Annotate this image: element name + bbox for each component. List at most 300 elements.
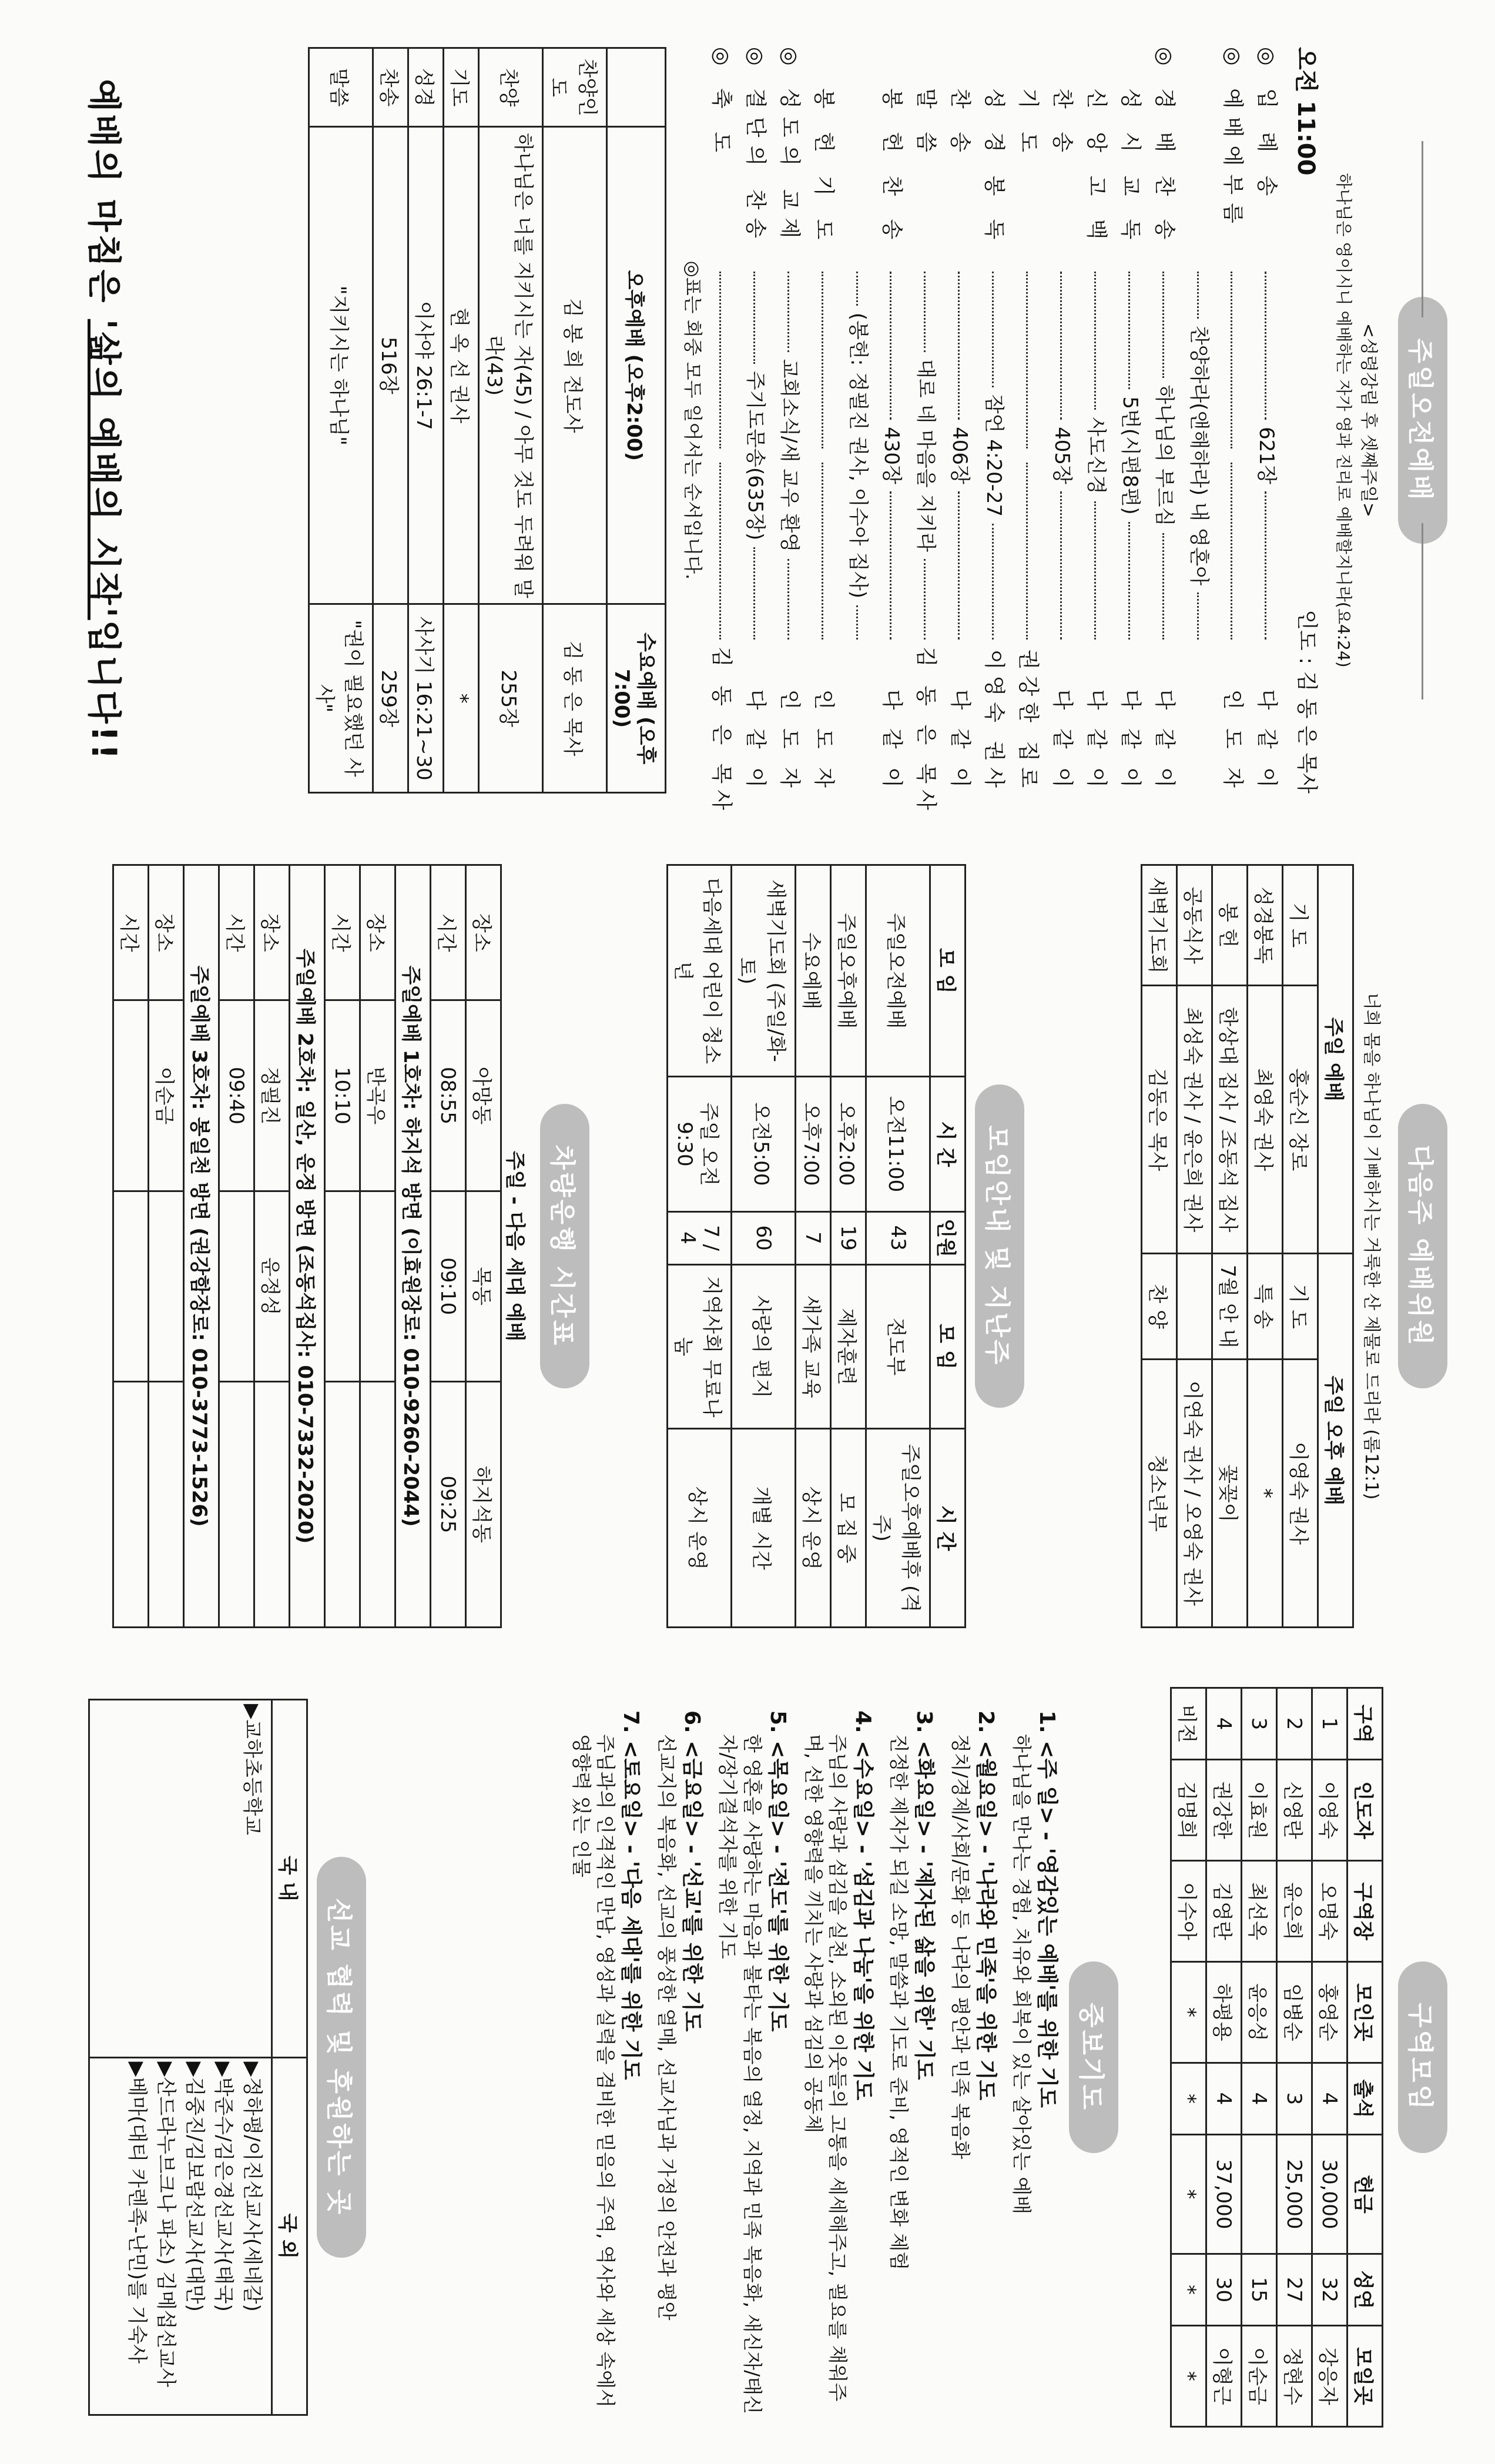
roles-cell: 청소년부 <box>1142 1359 1177 1627</box>
service-table-header <box>607 48 666 127</box>
service-table-row <box>479 48 543 793</box>
service-table-cell: 하나님은 너를 지키시는 자(45) / 아무 것도 두려워 말라(43) <box>479 127 543 604</box>
order-dots-left <box>719 272 721 448</box>
bus-row <box>113 865 149 1628</box>
service-table-cell: 259장 <box>373 604 408 793</box>
order-row <box>1151 47 1181 794</box>
service-table-header: 수요예배 (오후7:00) <box>607 604 666 793</box>
panel3-banner2-title: 중보기도 <box>1069 1961 1118 2153</box>
bus-row <box>466 865 501 1628</box>
order-name: 결단의 찬송 <box>743 88 767 247</box>
roles-cell: 한상대 집사 / 조동석 집사 <box>1212 986 1248 1254</box>
roles-cell: 이연숙 권사 / 오영숙 권사 <box>1177 1359 1212 1627</box>
order-detail: 사도신경 <box>1084 417 1108 494</box>
service-leader: 인도 : 김 동 은 목사 <box>1295 610 1319 794</box>
standing-note: ◎표는 회중 모두 일어서는 순서입니다. <box>682 260 704 580</box>
meeting-cell: 주일오후예배 <box>831 865 866 1077</box>
bus-cell <box>219 1381 254 1627</box>
order-dots-left <box>958 272 960 420</box>
order-detail: 하나님의 부르심 <box>1152 384 1176 527</box>
order-dots-right <box>958 491 960 640</box>
order-row <box>810 47 840 794</box>
prayer-body: 하나님을 만나는 경험, 치유와 회복이 있는 살아있는 예배 <box>1010 1734 1033 2215</box>
order-dots-right <box>719 463 721 640</box>
prayer-body: 주님의 사랑과 섬김을 실천, 소외된 이웃들의 고통을 세세해주고, 필요를 채워주며, 선한 영향력을 끼치는 사랑과 섬김의 공동체 <box>802 1734 850 2402</box>
order-dots-left <box>1231 272 1232 448</box>
district-header: 구역 <box>1347 1688 1383 1760</box>
district-cell: 1 <box>1312 1688 1347 1760</box>
bus-row <box>360 865 395 1628</box>
order-dots-right <box>1231 463 1232 640</box>
district-cell: 이순금 <box>1242 2326 1277 2427</box>
roles-cell: 특 송 <box>1248 1254 1283 1360</box>
mission-domestic-item: ▶교하초등학교 <box>240 1704 264 1836</box>
roles-cell: 이영숙 권사 <box>1283 1359 1318 1627</box>
mission-foreign-list <box>89 2057 272 2415</box>
district-row <box>1277 1688 1312 2427</box>
district-cell: 최선옥 <box>1242 1861 1277 1962</box>
roles-row <box>1142 865 1177 1628</box>
service-table-cell: 이사야 26:1-7 <box>408 127 444 604</box>
roles-cell <box>1177 1254 1212 1360</box>
mission-foreign-item: ▶정하평/이진선교사(세네갈) <box>240 2061 264 2312</box>
mission-foreign-item: ▶베마(대티 카렌족-난민)를 기숙사 <box>125 2061 149 2364</box>
mission-foreign-item: ▶박준수/김은경선교사(태국) <box>212 2061 235 2312</box>
prayer-head: 6. <금요일> - '선교'를 위한 기도 <box>680 1710 705 2032</box>
district-cell: 4 <box>1206 2063 1242 2134</box>
bus-cell <box>219 1191 254 1381</box>
bus-cell: 08:55 <box>431 1000 466 1191</box>
district-row <box>1312 1688 1347 2427</box>
order-row <box>846 47 874 794</box>
order-dots-left <box>1265 272 1266 420</box>
bus-cell <box>325 1191 360 1381</box>
district-cell: 신영란 <box>1277 1760 1312 1861</box>
meeting-header: 인원 <box>930 1211 966 1264</box>
order-name: 경 배 찬 송 <box>1152 88 1176 248</box>
meeting-row <box>668 865 732 1628</box>
order-detail: 406장 <box>948 427 971 484</box>
order-name: 봉 헌 기 도 <box>812 88 836 248</box>
prayer-head: 4. <수요일> - '섬김과 나눔'을 위한 기도 <box>851 1710 876 2101</box>
district-cell: * <box>1171 2135 1206 2254</box>
order-detail: 430장 <box>880 427 903 484</box>
bus-cell: 10:10 <box>325 1000 360 1191</box>
meeting-table <box>666 864 966 1628</box>
bus-cell: 정필진 <box>254 1000 290 1191</box>
bus-cell <box>113 1000 149 1191</box>
subtitle: <성령강림 후 셋째주일> <box>1358 323 1379 518</box>
order-name: 성 경 봉 독 <box>982 88 1006 248</box>
service-table-header: 오후예배 (오후2:00) <box>607 127 666 604</box>
order-dots-right <box>924 559 926 640</box>
order-name: 축 도 <box>709 88 733 160</box>
order-dots-right <box>1197 592 1199 640</box>
order-dots-left <box>753 272 755 364</box>
order-leader: 다 같 이 <box>1050 689 1074 794</box>
order-dots-left <box>924 272 926 352</box>
bus-row <box>149 865 184 1628</box>
prayer-body: 정치/경제/사회/문화 등 나라의 평안과 민족 복음화 <box>948 1734 972 2160</box>
district-cell: 25,000 <box>1277 2135 1312 2254</box>
service-table-cell: 찬양 <box>479 48 543 127</box>
district-cell: * <box>1171 2254 1206 2325</box>
bus-cell: 시간 <box>113 865 149 1000</box>
bus-route-title: 주일예배 3호차: 봉일천 방면 (권강함장로: 010-3773-1526) <box>184 865 219 1628</box>
closing-message <box>82 24 132 817</box>
order-leader: 김 동 은 목사 <box>914 647 938 816</box>
service-table-cell: 사사기 16:21~30 <box>408 604 444 793</box>
order-leader: 권강한 집로 <box>1016 649 1040 794</box>
meeting-cell: 사랑의 편지 <box>732 1264 796 1429</box>
district-cell: 30 <box>1206 2254 1242 2325</box>
district-cell: 홍영순 <box>1312 1961 1347 2063</box>
closing-text-emph: '삶의 예배의 시작' <box>84 319 124 620</box>
meeting-row <box>796 865 831 1628</box>
bus-title: 주일 - 다음 세대 예배 <box>503 1150 527 1342</box>
prayer-item <box>716 1710 791 2416</box>
district-cell: 3 <box>1242 1688 1277 1760</box>
district-header: 모일곳 <box>1347 2326 1383 2427</box>
bus-route-title: 주일예배 1호차: 하지석 방면 (이효원장로: 010-9260-2044) <box>395 865 431 1628</box>
meeting-cell: 새벽기도회 (주일/화-토) <box>732 865 796 1077</box>
bus-cell <box>254 1381 290 1627</box>
panel2-banner2 <box>974 846 1025 1646</box>
roles-cell: 기 도 <box>1283 1254 1318 1360</box>
bus-cell: 장소 <box>149 865 184 1000</box>
order-row <box>708 47 738 816</box>
district-cell: 30,000 <box>1312 2135 1347 2254</box>
bus-row <box>431 865 466 1628</box>
order-mark: ◎ <box>709 47 733 66</box>
roles-cell: 김동은 목사 <box>1142 986 1177 1254</box>
district-header: 성연 <box>1347 2254 1383 2325</box>
order-name: 입 례 송 <box>1255 88 1279 205</box>
prayer-item <box>569 1710 645 2416</box>
meeting-header: 모 임 <box>930 865 966 1077</box>
order-row <box>879 47 909 794</box>
panel1-banner <box>1397 24 1448 817</box>
order-dots-right <box>1265 491 1266 640</box>
service-order-panel <box>24 24 1471 817</box>
meeting-cell: 7 <box>796 1211 831 1264</box>
meeting-cell: 지역사회 무료나눔 <box>668 1264 732 1429</box>
order-name: 성도의 교제 <box>777 88 802 247</box>
prayer-item <box>887 1710 937 2416</box>
meeting-cell: 상시 운영 <box>668 1429 732 1628</box>
order-detail: 대로 네 마음을 지키라 <box>914 359 937 553</box>
service-table-row <box>408 48 444 793</box>
worship-info-panel <box>24 846 1471 1646</box>
meeting-cell: 60 <box>732 1211 796 1264</box>
order-leader: 다 같 이 <box>1255 689 1279 794</box>
order-mark: ◎ <box>1255 47 1279 66</box>
panel2-banner3-title: 차량운행 시간표 <box>540 1104 589 1389</box>
order-mark: ◎ <box>1152 47 1176 66</box>
service-table-cell: 말씀 <box>309 48 373 127</box>
meeting-header: 모 임 <box>930 1264 966 1429</box>
order-detail: 621장 <box>1255 427 1278 484</box>
service-table-cell: * <box>444 604 479 793</box>
district-header: 출석 <box>1347 2063 1383 2134</box>
service-table-cell: 현 옥 선 권사 <box>444 127 479 604</box>
meeting-cell: 주일오후예배후 (격주) <box>866 1429 930 1628</box>
district-header: 헌금 <box>1347 2135 1383 2254</box>
meeting-row <box>831 865 866 1628</box>
prayer-body: 주님과의 인격적인 만남, 영성과 실력을 겸비한 믿음의 주역, 역사와 세상 속에서 영향력 있는 인물 <box>569 1734 617 2408</box>
meeting-cell: 오전11:00 <box>866 1077 930 1211</box>
service-table-cell: 김 봉 희 전도사 <box>543 127 607 604</box>
order-name: 찬 송 <box>1050 88 1074 160</box>
prayer-item <box>948 1710 999 2416</box>
order-leader: 인 도 자 <box>777 689 802 794</box>
meeting-row <box>732 865 796 1628</box>
bus-schedule-table <box>112 864 502 1628</box>
order-leader: 인 도 자 <box>812 689 836 794</box>
bus-cell: 장소 <box>466 865 501 1000</box>
order-dots-left <box>1060 272 1062 420</box>
prayer-head: 5. <목요일> - '전도'를 위한 기도 <box>765 1710 790 2032</box>
order-leader: 다 같 이 <box>743 689 767 794</box>
roles-cell: 봉 헌 <box>1212 865 1248 986</box>
prayer-head: 2. <월요일> - '나라와 민족'을 위한 기도 <box>973 1710 998 2101</box>
order-dots-right <box>1094 501 1096 640</box>
panel3-banner-title: 구역모임 <box>1398 1961 1447 2153</box>
district-cell: 이효원 <box>1242 1760 1277 1861</box>
bus-row <box>219 865 254 1628</box>
meeting-cell: 오후2:00 <box>831 1077 866 1211</box>
roles-cell: 성경봉독 <box>1248 865 1283 986</box>
order-dots-left <box>890 272 891 420</box>
roles-cell: 기 도 <box>1283 865 1318 986</box>
order-name: 신 앙 고 백 <box>1084 88 1108 248</box>
bus-cell: 장소 <box>360 865 395 1000</box>
service-table-cell: 김 동 은 목사 <box>543 604 607 793</box>
order-leader: 다 같 이 <box>1084 689 1108 794</box>
roles-cell: * <box>1248 1359 1283 1627</box>
order-leader: 김 동 은 목사 <box>709 647 733 816</box>
district-cell: 하평용 <box>1206 1961 1242 2063</box>
district-cell: 4 <box>1206 1688 1242 1760</box>
bus-cell: 09:40 <box>219 1000 254 1191</box>
meeting-header: 시 간 <box>930 1077 966 1211</box>
district-row <box>1206 1688 1242 2427</box>
order-row <box>913 47 943 816</box>
order-leader: 이영숙 권사 <box>982 649 1006 794</box>
district-cell: 2 <box>1277 1688 1312 1760</box>
meeting-cell: 모 집 중 <box>831 1429 866 1628</box>
meeting-cell: 19 <box>831 1211 866 1264</box>
prayer-head: 7. <토요일> - '다음 세대'를 위한 기도 <box>619 1710 643 2080</box>
service-table-cell: 255장 <box>479 604 543 793</box>
district-cell: 윤응성 <box>1242 1961 1277 2063</box>
mission-foreign-item: ▶김중진/김보람선교사(대만) <box>183 2061 206 2312</box>
order-detail: 잠언 4:20-27 <box>982 394 1005 517</box>
order-detail: 주기도문송(635장) <box>743 370 767 541</box>
bus-row <box>395 865 431 1628</box>
panel2-banner <box>1397 846 1448 1646</box>
meeting-cell: 오전5:00 <box>732 1077 796 1211</box>
order-detail: 5번(시편8편) <box>1118 396 1142 515</box>
bus-cell <box>149 1381 184 1627</box>
prayer-item <box>655 1710 705 2416</box>
bus-cell <box>360 1381 395 1627</box>
order-dots-right <box>1128 522 1130 640</box>
bus-cell: 시간 <box>431 865 466 1000</box>
bus-cell: 반곡우 <box>360 1000 395 1191</box>
meeting-cell: 주일 오전9:30 <box>668 1077 732 1211</box>
order-dots-left <box>1128 272 1130 389</box>
district-cell: 이형근 <box>1206 2326 1242 2427</box>
prayer-item <box>1010 1710 1060 2416</box>
district-row <box>1171 1688 1206 2427</box>
district-cell: 27 <box>1277 2254 1312 2325</box>
district-cell: 임병순 <box>1277 1961 1312 2063</box>
order-leader: 인 도 자 <box>1221 689 1245 794</box>
order-row <box>1219 47 1249 794</box>
panel3-banner <box>1397 1675 1448 2439</box>
roles-cell: 새벽기도회 <box>1142 865 1177 986</box>
district-cell: 32 <box>1312 2254 1347 2325</box>
order-name: 봉 헌 찬 송 <box>880 88 904 248</box>
meeting-cell: 개별 시간 <box>732 1429 796 1628</box>
prayer-item <box>802 1710 877 2416</box>
district-cell: 김영란 <box>1206 1861 1242 1962</box>
closing-text-b: 입니다!! <box>84 620 124 762</box>
roles-cell: 최성숙 권사 / 윤은희 권사 <box>1177 986 1212 1254</box>
service-table-cell: 찬양인도 <box>543 48 607 127</box>
banner-rule-left <box>1422 141 1423 317</box>
order-row <box>947 47 977 794</box>
service-table-cell: 516장 <box>373 127 408 604</box>
bus-row <box>184 865 219 1628</box>
order-dots-left <box>787 272 789 352</box>
meeting-cell: 다음세대 어린이 청소년 <box>668 865 732 1077</box>
bus-row <box>290 865 325 1628</box>
order-row <box>1049 47 1079 794</box>
bus-cell: 운정성 <box>254 1191 290 1381</box>
closing-text-a: 예배의 마침은 <box>84 79 124 319</box>
district-cell: 4 <box>1242 2063 1277 2134</box>
order-mark: ◎ <box>743 47 767 66</box>
service-table-cell: 성경 <box>408 48 444 127</box>
order-detail: 찬양하라(앤해하라) 내 영혼아 <box>1187 325 1211 586</box>
meeting-row <box>866 865 930 1628</box>
district-cell: 강응자 <box>1312 2326 1347 2427</box>
district-cell: 윤은희 <box>1277 1861 1312 1962</box>
prayer-body: 선교지의 복음화, 선교의 풍성한 열매, 선교사님과 가정의 안전과 평안 <box>655 1734 679 2321</box>
order-dots-right <box>890 491 891 640</box>
bus-row <box>254 865 290 1628</box>
roles-row <box>1248 865 1283 1628</box>
district-header: 인도자 <box>1347 1760 1383 1861</box>
order-dots-right <box>1026 463 1028 640</box>
order-detail: (봉헌: 정필진 권사, 이수아 집사) <box>846 312 870 599</box>
meeting-cell: 7 / 4 <box>668 1211 732 1264</box>
bus-cell: 아망동 <box>466 1000 501 1191</box>
order-name: 예배에부름 <box>1221 88 1245 232</box>
order-row <box>1083 47 1113 794</box>
prayer-body: 진정한 제자가 되길 소망, 말씀과 기도로 준비, 영적인 변화 체험 <box>887 1734 911 2271</box>
district-cell: 김명희 <box>1171 1760 1206 1861</box>
panel3-banner2 <box>1068 1675 1119 2439</box>
order-row <box>1117 47 1147 794</box>
bus-cell: 하지석동 <box>466 1381 501 1627</box>
bus-cell <box>325 1381 360 1627</box>
district-cell: * <box>1171 1961 1206 2063</box>
meeting-cell: 오후7:00 <box>796 1077 831 1211</box>
district-cell: 비전 <box>1171 1688 1206 1760</box>
service-table-cell: 찬송 <box>373 48 408 127</box>
service-table-row <box>309 48 373 793</box>
meeting-cell: 43 <box>866 1211 930 1264</box>
meeting-cell: 주일오전예배 <box>866 865 930 1077</box>
order-row <box>981 47 1011 794</box>
order-dots-left <box>856 272 858 306</box>
district-cell: 오명숙 <box>1312 1861 1347 1962</box>
order-dots-left <box>1094 272 1096 410</box>
roles-cell: 찬 양 <box>1142 1254 1177 1360</box>
district-cell: * <box>1171 2063 1206 2134</box>
order-row <box>776 47 806 794</box>
mission-domestic-header: 국 내 <box>272 1700 307 2058</box>
mission-foreign-item: ▶산드라누브크나 파소) 김메섭선교사 <box>154 2061 177 2388</box>
order-dots-right <box>1162 533 1164 640</box>
order-dots-right <box>992 524 994 640</box>
order-dots-right <box>1060 491 1062 640</box>
order-dots-right <box>822 463 823 640</box>
order-mark: ◎ <box>1221 47 1245 66</box>
order-detail: 405장 <box>1050 427 1074 484</box>
order-leader: 다 같 이 <box>880 689 904 794</box>
bus-cell <box>360 1191 395 1381</box>
prayer-head: 1. <주 일> - '영감있는 예배'를 위한 기도 <box>1035 1710 1059 2108</box>
meeting-cell: 전도부 <box>866 1264 930 1429</box>
roles-scripture: 너희 몸을 하나님이 기뻐하시는 거룩한 산 제물로 드리라 (롬12:1) <box>1361 992 1382 1500</box>
prayer-list <box>559 1710 1061 2416</box>
order-row <box>1015 47 1045 794</box>
order-dots-left <box>1197 272 1199 319</box>
bus-row <box>325 865 360 1628</box>
order-dots-left <box>822 272 823 448</box>
order-row <box>1186 47 1215 794</box>
district-cell: 권강한 <box>1206 1760 1242 1861</box>
roles-cell: 7월 안 내 <box>1212 1254 1248 1360</box>
district-row <box>1242 1688 1277 2427</box>
roles-row <box>1177 865 1212 1628</box>
roles-cell: 최영숙 권사 <box>1248 986 1283 1254</box>
panel2-banner3 <box>539 846 590 1646</box>
district-header: 구역장 <box>1347 1861 1383 1962</box>
prayer-head: 3. <화요일> - '제자된 삶을 위한' 기도 <box>912 1710 937 2080</box>
meeting-cell: 제자훈련 <box>831 1264 866 1429</box>
order-leader: 다 같 이 <box>1118 689 1142 794</box>
panel2-banner-title: 다음주 예배위원 <box>1398 1104 1447 1389</box>
order-dots-left <box>1026 272 1028 448</box>
scripture-top: 하나님은 영이시니 예배하는 자가 영과 진리로 예배할지니라(요4:24) <box>1334 173 1353 668</box>
meeting-cell: 상시 운영 <box>796 1429 831 1628</box>
district-cell: 정현수 <box>1277 2326 1312 2427</box>
banner-rule-right <box>1422 523 1423 699</box>
order-name: 성 시 교 독 <box>1118 88 1142 248</box>
service-table-row <box>444 48 479 793</box>
roles-row <box>1283 865 1318 1628</box>
panel3-banner3-title: 선교 협력 및 후원하는 곳 <box>317 1857 366 2258</box>
roles-left-header: 주일 예배 <box>1318 865 1353 1254</box>
roles-cell: 공동식사 <box>1177 865 1212 986</box>
order-name: 기 도 <box>1016 88 1040 160</box>
order-dots-right <box>856 605 858 640</box>
